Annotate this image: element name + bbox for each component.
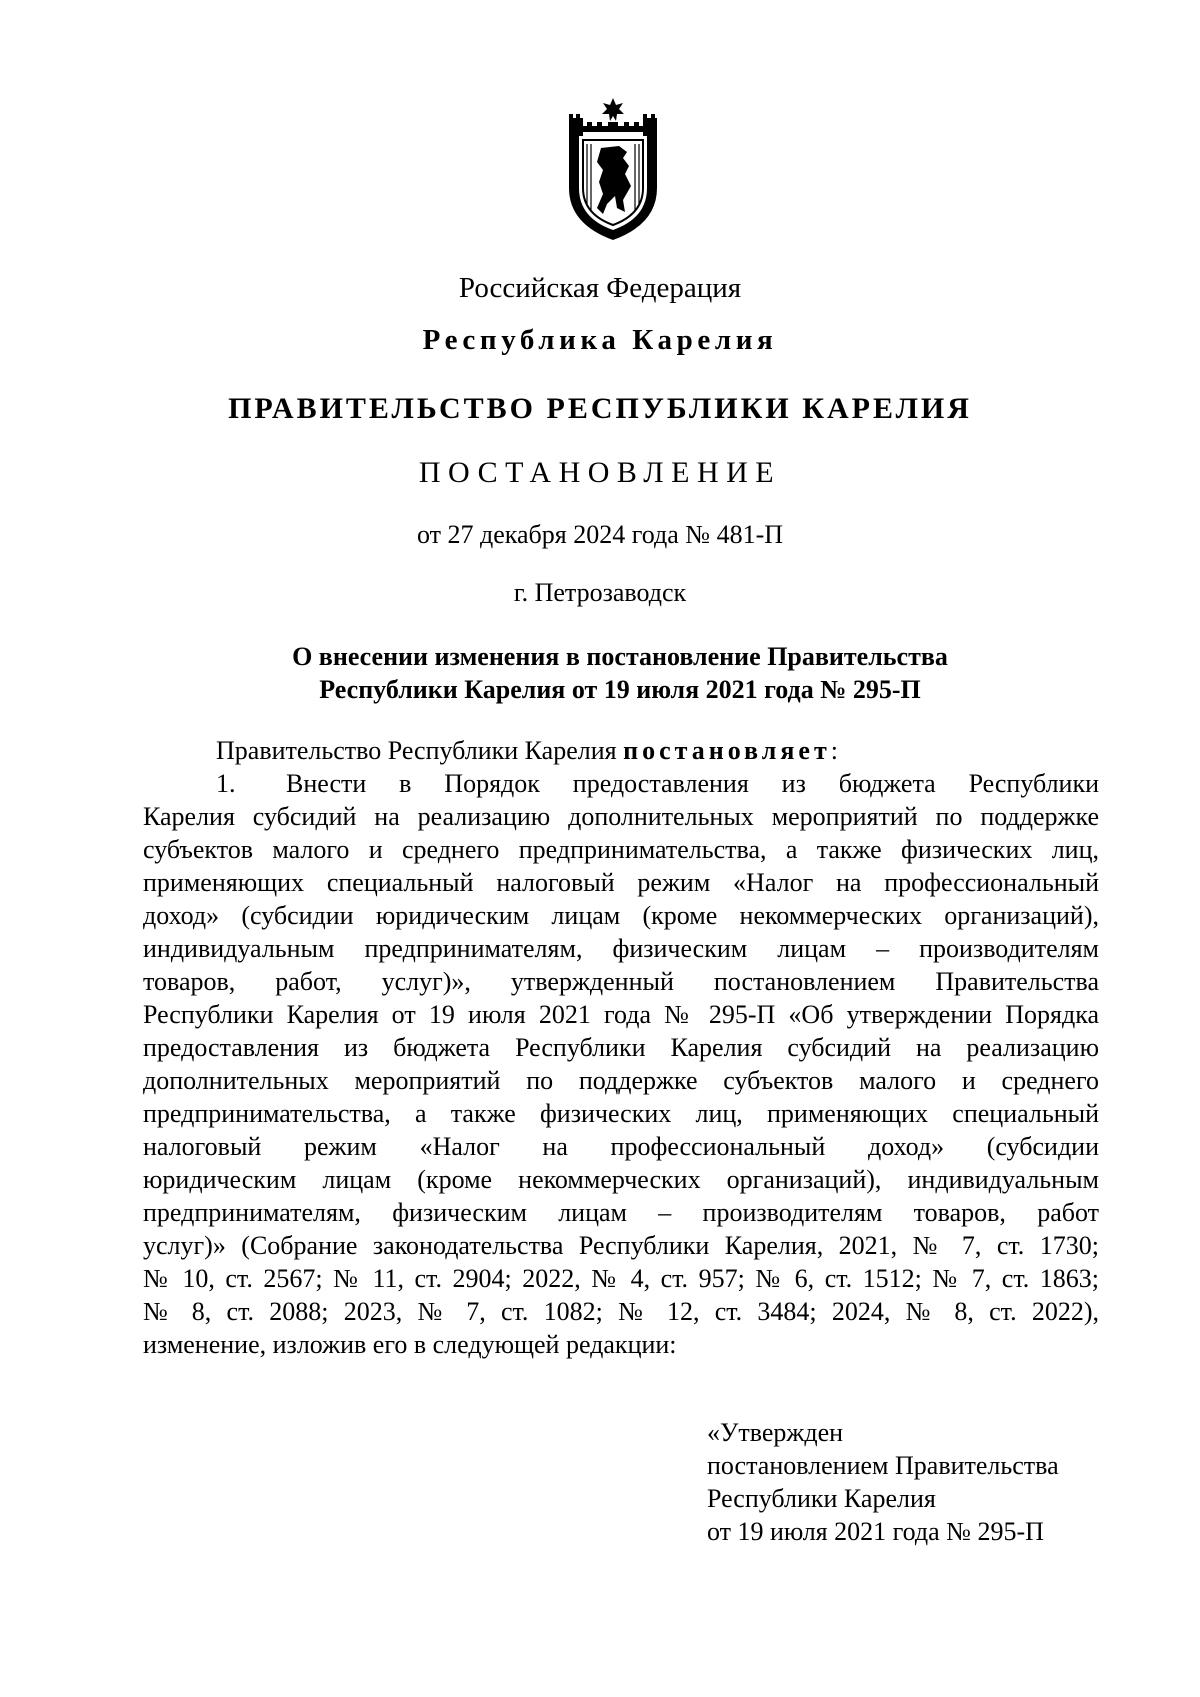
body-line: юридическим лицам (кроме некоммерческих организаций), индивидуальным (143, 1165, 1099, 1194)
karelia-coat-of-arms-icon (563, 96, 663, 242)
body-line: доход» (субсидии юридическим лицам (кроме некоммерческих организаций), (143, 901, 1099, 930)
body-line: изменение, изложив его в следующей редакции: (143, 1330, 677, 1359)
document-city: г. Петрозаводск (513, 578, 687, 607)
intro-line (143, 734, 1099, 767)
intro-colon: : (830, 736, 838, 765)
approval-line: Республики Карелия (707, 1484, 936, 1513)
document-body (143, 734, 1099, 1361)
body-line: субъектов малого и среднего предпринимательства, а также физических лиц, (143, 835, 1099, 864)
approval-line: «Утвержден (707, 1418, 844, 1447)
document-subject (240, 640, 1000, 706)
body-line: применяющих специальный налоговый режим «Налог на профессиональный (143, 868, 1099, 897)
government-title: ПРАВИТЕЛЬСТВО РЕСПУБЛИКИ КАРЕЛИЯ (228, 392, 972, 425)
body-line: предоставления из бюджета Республики Карелия субсидий на реализацию (143, 1033, 1099, 1062)
intro-verb: постановляет (623, 736, 831, 765)
body-line: № 8, ст. 2088; 2023, № 7, ст. 1082; № 12, ст. 3484; 2024, № 8, ст. 2022), (143, 1297, 1099, 1326)
item-first-text: Внести в Порядок предоставления из бюджета Республики (286, 769, 1099, 798)
republic-name: Республика Карелия (422, 324, 778, 356)
body-line: предпринимателям, физическим лицам – производителям товаров, работ (143, 1198, 1099, 1227)
country-name: Российская Федерация (458, 272, 742, 304)
body-line: налоговый режим «Налог на профессиональный доход» (субсидии (143, 1132, 1099, 1161)
body-line: № 10, ст. 2567; № 11, ст. 2904; 2022, № 4, ст. 957; № 6, ст. 1512; № 7, ст. 1863; (143, 1264, 1099, 1293)
body-line: Республики Карелия от 19 июля 2021 года № 295-П «Об утверждении Порядка (143, 1000, 1099, 1029)
document-date-number: от 27 декабря 2024 года № 481-П (416, 520, 784, 549)
body-line: Карелия субсидий на реализацию дополнительных мероприятий по поддержке (143, 802, 1099, 831)
body-line: предпринимательства, а также физических лиц, применяющих специальный (143, 1099, 1099, 1128)
body-line: индивидуальным предпринимателям, физическим лицам – производителям (143, 934, 1099, 963)
subject-line: Республики Карелия от 19 июля 2021 года № 295-П (319, 675, 921, 704)
body-line: дополнительных мероприятий по поддержке субъектов малого и среднего (143, 1066, 1099, 1095)
item-first-line (143, 767, 1099, 800)
approval-line: от 19 июля 2021 года № 295-П (707, 1517, 1044, 1546)
body-line: товаров, работ, услуг)», утвержденный постановлением Правительства (143, 967, 1099, 996)
subject-line: О внесении изменения в постановление Правительства (292, 642, 948, 671)
approval-stamp (707, 1416, 1059, 1548)
body-line: услуг)» (Собрание законодательства Республики Карелия, 2021, № 7, ст. 1730; (143, 1231, 1099, 1260)
item-number: 1. (216, 769, 236, 798)
approval-line: постановлением Правительства (707, 1451, 1059, 1480)
intro-text: Правительство Республики Карелия (216, 736, 624, 765)
document-type: ПОСТАНОВЛЕНИЕ (418, 456, 782, 489)
